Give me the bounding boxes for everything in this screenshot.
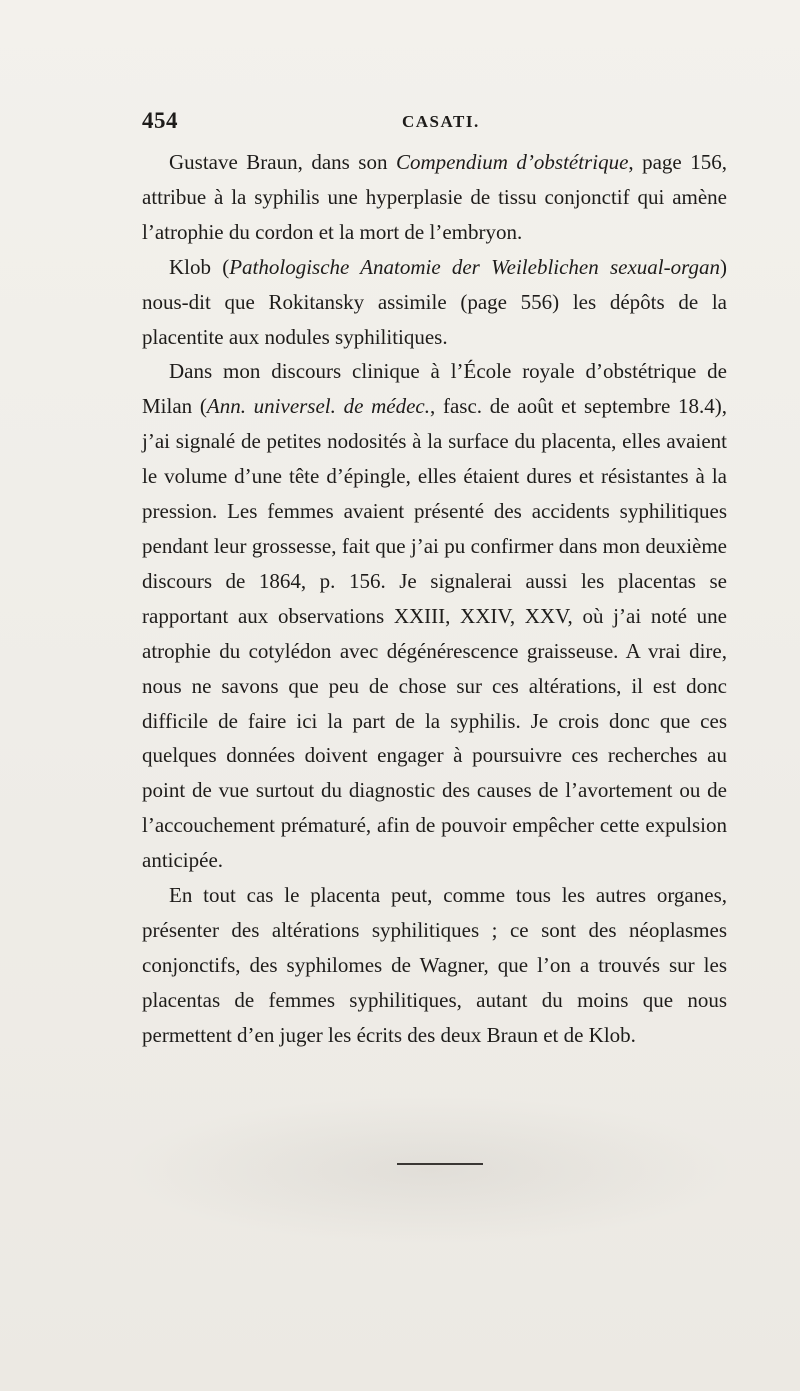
body-text (142, 145, 727, 1053)
text-segment: En tout cas le placenta peut, comme tous les autres organes, présenter des altérations syphilitiques ; ce sont des néoplasmes conjonctifs, des syphilomes de Wagner, que l’on a trouvés sur les placentas de femmes syphilitiques, autant du moins que nous permettent d’en juger les écrits des deux Braun et de Klob. (142, 883, 727, 1047)
page-header (142, 108, 727, 138)
paragraph-braun (142, 145, 727, 250)
running-head: CASATI. (402, 112, 480, 131)
text-segment: ) nous-dit que Rokitansky assimile (page 556) les dépôts de la placentite aux nodules syphilitiques. (142, 254, 727, 349)
text-segment: Dans mon discours clinique à l’École royale d’obstétrique de Milan ( (142, 359, 727, 419)
section-end-rule (397, 1163, 483, 1165)
show-through-shadow (120, 1095, 740, 1245)
text-segment: , page 156, attribue à la syphilis une hyperplasie de tissu conjonctif qui amène l’atrophie du cordon et la mort de l’embryon. (142, 150, 727, 244)
text-segment: Gustave Braun, dans son (169, 150, 396, 174)
book-title-pathologische: Pathologische Anatomie der Weileblichen sexual-organ (229, 254, 720, 279)
journal-title-annales: Ann. universel. de médec. (206, 394, 431, 419)
paragraph-discours (142, 354, 727, 878)
paragraph-conclusion (142, 878, 727, 1053)
text-segment: , fasc. de août et septembre 18.4), j’ai signalé de petites nodosités à la surface du placenta, elles avaient le volume d’une tête d’épingle, elles étaient dures et résistantes à la pression. Les femmes avaient présenté des accidents syphilitiques pendant leur grossesse, fait que j’ai pu confirmer dans mon deuxième discours de 1864, p. 156. Je signalerai aussi les placentas se rapportant aux observations XXIII, XXIV, XXV, où j’ai noté une atrophie du cotylédon avec dégénérescence graisseuse. A vrai dire, nous ne savons que peu de chose sur ces altérations, il est donc difficile de faire ici la part de la syphilis. Je crois donc que ces quelques données doivent engager à poursuivre ces recherches au point de vue surtout du diagnostic des causes de l’avortement ou de l’accouchement prématuré, afin de pouvoir empêcher cette expulsion anticipée. (142, 394, 728, 873)
paragraph-klob (142, 250, 727, 355)
book-title-compendium: Compendium d’obstétrique (395, 150, 629, 174)
text-segment: Klob ( (169, 254, 230, 279)
page-number: 454 (142, 108, 178, 133)
